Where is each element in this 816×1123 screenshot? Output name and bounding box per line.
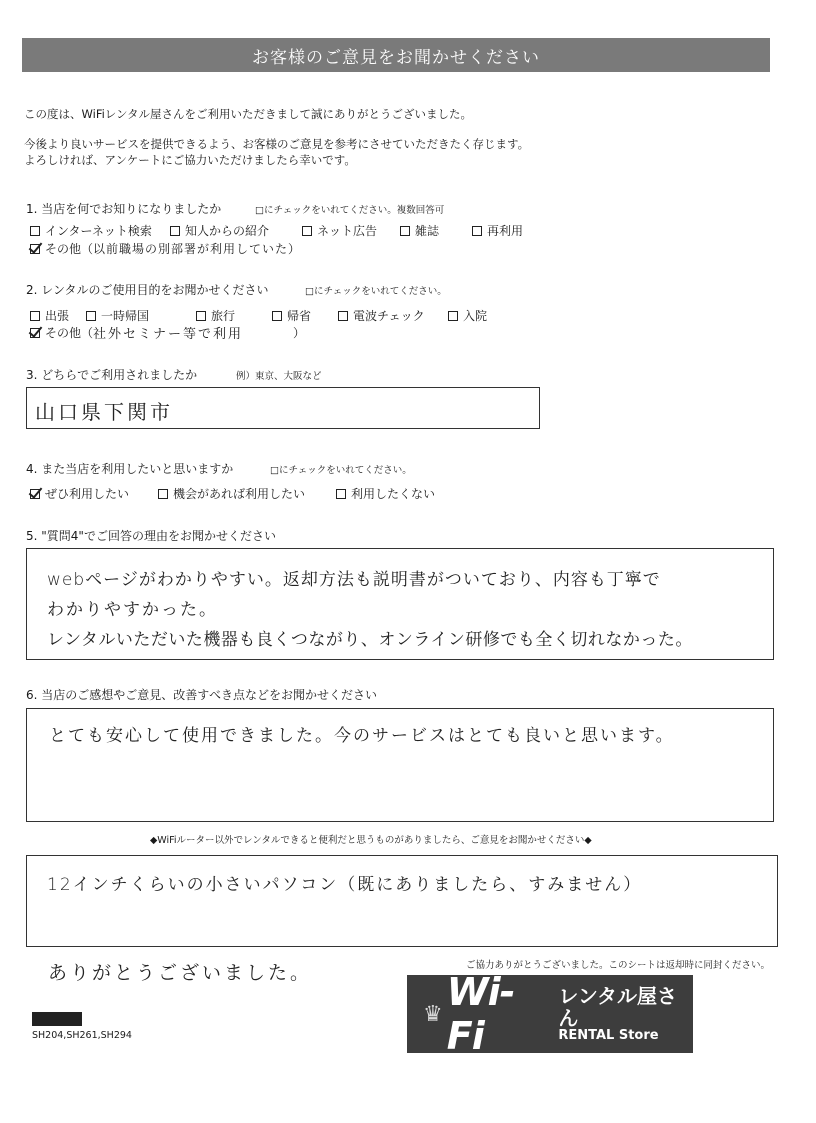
q3-answer: 山口県下関市 [35, 400, 173, 424]
checkbox-checked[interactable] [30, 244, 40, 254]
q5-answer-box[interactable] [26, 548, 774, 660]
footer-note: ご協力ありがとうございました。このシートは返却時に同封ください。 [466, 960, 771, 971]
checkbox[interactable] [338, 311, 348, 321]
checkbox[interactable] [302, 226, 312, 236]
logo-jp-text: レンタル屋さん [558, 983, 678, 1030]
intro-line-2: 今後より良いサービスを提供できるよう、お客様のご意見を参考にさせていただきたく存じます。 [24, 137, 530, 151]
q2-option-signal-check[interactable]: 電波チェック [338, 307, 425, 324]
q1-title: 1. 当店を何でお知りになりましたか [26, 202, 222, 216]
store-codes: SH204,SH261,SH294 [32, 1030, 132, 1041]
crown-icon: ♛ [423, 1001, 443, 1027]
checkbox[interactable] [170, 226, 180, 236]
q1-option-search[interactable]: インターネット検索 [30, 222, 152, 239]
intro-line-3: よろしければ、アンケートにご協力いただけましたら幸いです。 [24, 153, 356, 167]
q5-answer-line-3: レンタルいただいた機器も良くつながり、オンライン研修でも全く切れなかった。 [47, 630, 693, 650]
q4-option-definitely[interactable]: ぜひ利用したい [30, 485, 129, 502]
q1-option-other[interactable]: その他（ 以前職場の別部署が利用していた ） [30, 240, 300, 257]
extra-title: ◆WiFiルーター以外でレンタルできると便利だと思うものがありましたら、ご意見をお聞かせください◆ [150, 835, 592, 846]
q2-option-other[interactable]: その他（ 社外セミナー等で利用 ） [30, 323, 305, 342]
q2-other-answer: 社外セミナー等で利用 [93, 327, 244, 342]
handwritten-thanks: ありがとうございました。 [48, 962, 313, 984]
q1-option-net-ad[interactable]: ネット広告 [302, 222, 377, 239]
page-title: お客様のご意見をお聞かせください [22, 38, 770, 72]
intro-line-1: この度は、WiFiレンタル屋さんをご利用いただきまして誠にありがとうございました。 [24, 107, 473, 121]
extra-answer: 12インチくらいの小さいパソコン（既にありましたら、すみません） [47, 875, 643, 895]
q6-answer-box[interactable] [26, 708, 774, 822]
q2-option-travel[interactable]: 旅行 [196, 307, 235, 324]
q1-option-magazine[interactable]: 雑誌 [400, 222, 439, 239]
q2-option-business[interactable]: 出張 [30, 307, 69, 324]
checkbox[interactable] [30, 226, 40, 236]
q2-option-homecoming[interactable]: 帰省 [272, 307, 311, 324]
q5-answer-line-2: わかりやすかった。 [47, 600, 218, 620]
q2-title: 2. レンタルのご使用目的をお聞かせください [26, 283, 269, 297]
q4-option-no[interactable]: 利用したくない [336, 485, 435, 502]
logo-en-text: RENTAL Store [558, 1027, 659, 1043]
checkbox[interactable] [400, 226, 410, 236]
checkbox[interactable] [86, 311, 96, 321]
stamp [32, 1012, 82, 1026]
wifi-rental-logo [407, 970, 693, 1058]
checkbox[interactable] [196, 311, 206, 321]
q3-example: 例）東京、大阪など [236, 371, 322, 382]
q6-title: 6. 当店のご感想やご意見、改善すべき点などをお聞かせください [26, 688, 378, 702]
q1-option-reuse[interactable]: 再利用 [472, 222, 523, 239]
q4-title: 4. また当店を利用したいと思いますか [26, 462, 234, 476]
checkbox-checked[interactable] [30, 328, 40, 338]
checkbox[interactable] [158, 489, 168, 499]
q5-answer-line-1: webページがわかりやすい。返却方法も説明書がついており、内容も丁寧で [47, 570, 661, 590]
checkbox[interactable] [336, 489, 346, 499]
q4-option-if-chance[interactable]: 機会があれば利用したい [158, 485, 305, 502]
q2-option-return-home[interactable]: 一時帰国 [86, 307, 149, 324]
q2-note: □にチェックをいれてください。 [305, 286, 447, 297]
checkbox[interactable] [272, 311, 282, 321]
logo-wifi-text: Wi-Fi [446, 970, 515, 1058]
checkbox[interactable] [30, 311, 40, 321]
q1-option-referral[interactable]: 知人からの紹介 [170, 222, 269, 239]
checkbox[interactable] [448, 311, 458, 321]
extra-answer-box[interactable] [26, 855, 778, 947]
q3-answer-box[interactable] [26, 387, 540, 429]
q1-note: □にチェックをいれてください。複数回答可 [255, 205, 445, 216]
q1-other-answer: 以前職場の別部署が利用していた [93, 242, 289, 256]
checkbox-checked[interactable] [30, 489, 40, 499]
checkbox[interactable] [472, 226, 482, 236]
q5-title: 5. "質問4"でご回答の理由をお聞かせください [26, 529, 276, 543]
q4-note: □にチェックをいれてください。 [270, 465, 412, 476]
q3-title: 3. どちらでご利用されましたか [26, 368, 198, 382]
q2-option-hospital[interactable]: 入院 [448, 307, 487, 324]
q6-answer: とても安心して使用できました。今のサービスはとても良いと思います。 [49, 726, 675, 746]
